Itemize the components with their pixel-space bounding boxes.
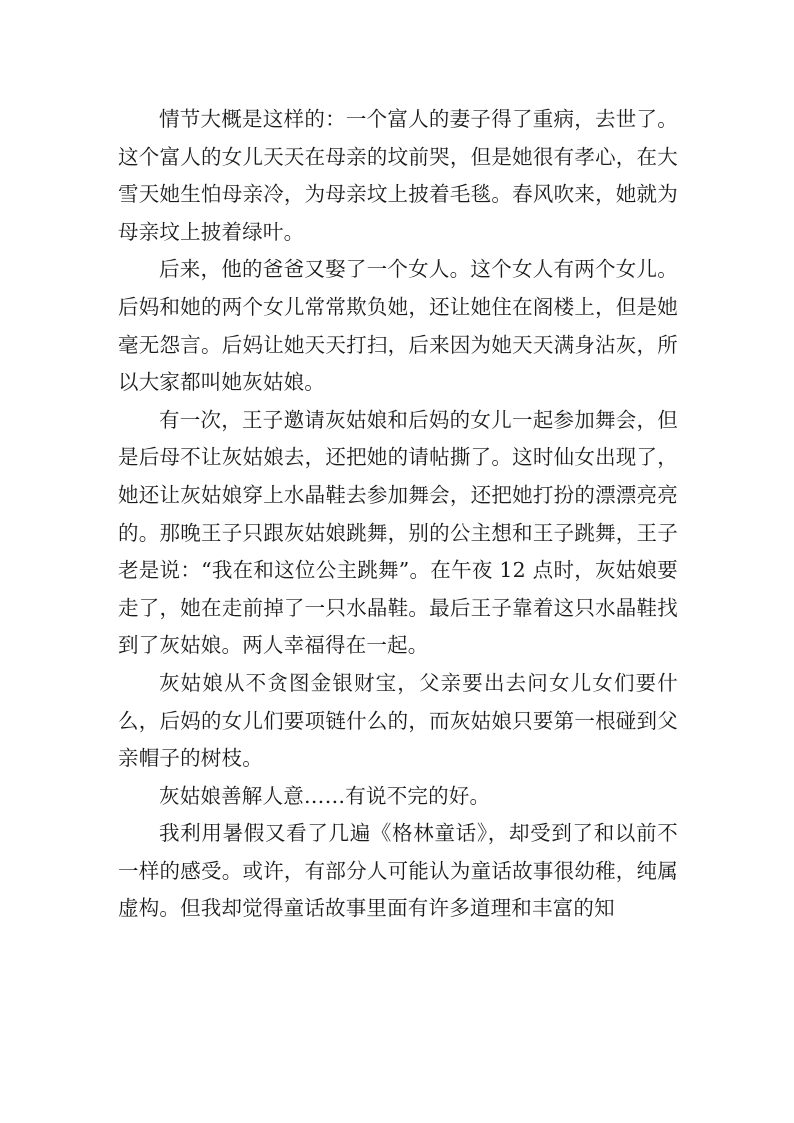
paragraph-reflection: 我利用暑假又看了几遍《格林童话》，却受到了和以前不一样的感受。或许，有部分人可能认为童话故事很幼稚，纯属虚构。但我却觉得童话故事里面有许多道理和丰富的知 <box>118 821 678 921</box>
paragraph-kindness: 灰姑娘善解人意……有说不完的好。 <box>159 783 491 808</box>
document-body <box>118 101 678 928</box>
paragraph-plot-summary: 情节大概是这样的：一个富人的妻子得了重病，去世了。这个富人的女儿天天在母亲的坟前哭，但是她很有孝心，在大雪天她生怕母亲冷，为母亲坟上披着毛毯。春风吹来，她就为母亲坟上披着绿叶。 <box>118 107 678 244</box>
paragraph-virtue: 灰姑娘从不贪图金银财宝，父亲要出去问女儿女们要什么，后妈的女儿们要项链什么的，而灰姑娘只要第一根碰到父亲帽子的树枝。 <box>118 670 678 771</box>
paragraph-ball: 有一次，王子邀请灰姑娘和后妈的女儿一起参加舞会，但是后母不让灰姑娘去，还把她的请帖撕了。这时仙女出现了，她还让灰姑娘穿上水晶鞋去参加舞会，还把她打扮的漂漂亮亮的。那晚王子只跟灰姑娘跳舞，别的公主想和王子跳舞，王子老是说：“我在和这位公主跳舞”。在午夜 12 点时，灰姑娘要走了，她在走前掉了一只水晶鞋。最后王子靠着这只水晶鞋找到了灰姑娘。两人幸福得在一起。 <box>118 407 678 658</box>
paragraph-stepmother: 后来，他的爸爸又娶了一个女人。这个女人有两个女儿。后妈和她的两个女儿常常欺负她，还让她住在阁楼上，但是她毫无怨言。后妈让她天天打扫，后来因为她天天满身沾灰，所以大家都叫她灰姑娘。 <box>118 257 678 395</box>
